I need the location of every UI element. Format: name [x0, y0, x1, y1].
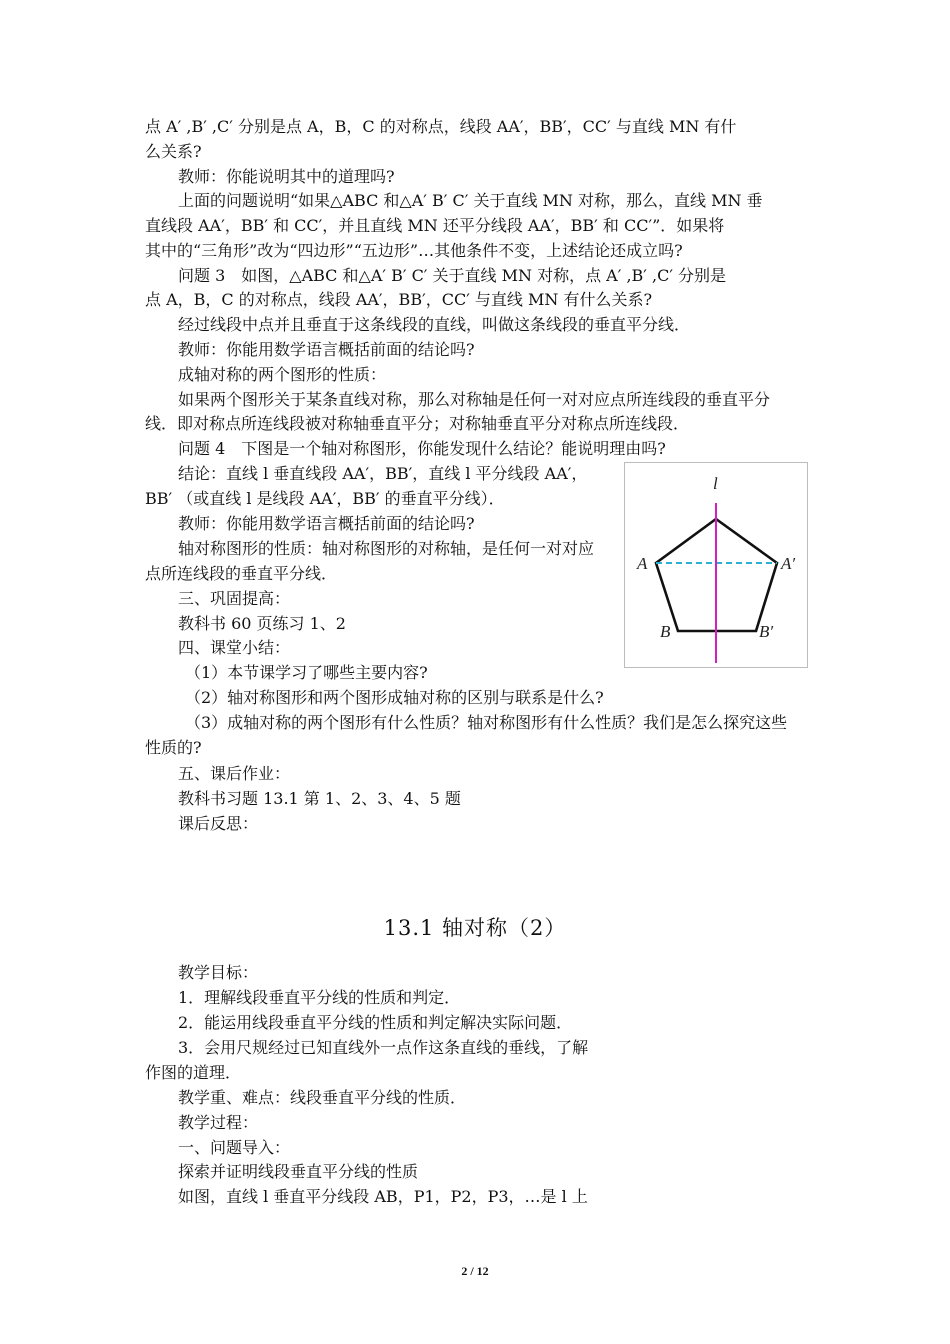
pentagon-figure — [624, 462, 808, 668]
text-line: 其中的“三角形”改为“四边形”“五边形”…其他条件不变，上述结论还成立吗? — [145, 241, 683, 260]
text-line: 五、课后作业： — [178, 764, 291, 783]
text-line: 三、巩固提高： — [178, 589, 291, 608]
text-line: 性质的? — [145, 738, 202, 757]
text-line: （1）本节课学习了哪些主要内容? — [185, 663, 428, 682]
text-line: 么关系? — [145, 142, 202, 161]
text-line: 教学过程： — [178, 1113, 259, 1132]
vertex-label-b: B — [660, 622, 671, 641]
axis-label: l — [713, 474, 718, 493]
text-line: 经过线段中点并且垂直于这条线段的直线，叫做这条线段的垂直平分线． — [178, 315, 691, 334]
text-line: （3）成轴对称的两个图形有什么性质？轴对称图形有什么性质？我们是怎么探究这些 — [185, 713, 788, 732]
text-line: 如果两个图形关于某条直线对称，那么对称轴是任何一对对应点所连线段的垂直平分 — [178, 390, 771, 409]
pentagon-diagram — [625, 463, 807, 667]
text-line: 成轴对称的两个图形的性质： — [178, 365, 387, 384]
text-line: 点所连线段的垂直平分线． — [145, 564, 338, 583]
text-line: 3．会用尺规经过已知直线外一点作这条直线的垂线，了解 — [178, 1038, 589, 1057]
page-number: 2 / 12 — [461, 1264, 489, 1278]
text-line: 2．能运用线段垂直平分线的性质和判定解决实际问题． — [178, 1013, 573, 1032]
text-line: 直线段 AA′，BB′ 和 CC′，并且直线 MN 还平分线段 AA′，BB′ 和 CC′”．如果将 — [145, 216, 725, 235]
text-line: BB′ （或直线 l 是线段 AA′，BB′ 的垂直平分线）． — [145, 489, 505, 508]
vertex-label-a: A — [637, 554, 648, 573]
vertex-label-b-prime: B′ — [759, 622, 774, 641]
text-line: 四、课堂小结： — [178, 638, 291, 657]
text-line: 教科书习题 13.1 第 1、2、3、4、5 题 — [178, 789, 461, 808]
section-title: 13.1 轴对称（2） — [383, 916, 567, 940]
text-line: 教科书 60 页练习 1、2 — [178, 614, 346, 633]
text-line: 上面的问题说明“如果△ABC 和△A′ B′ C′ 关于直线 MN 对称，那么，直线 MN 垂 — [178, 191, 763, 210]
text-line: 探索并证明线段垂直平分线的性质 — [178, 1162, 419, 1181]
text-line: 作图的道理． — [145, 1063, 242, 1082]
text-line: 点 A′ ,B′ ,C′ 分别是点 A，B，C 的对称点，线段 AA′，BB′，CC′ 与直线 MN 有什 — [145, 117, 737, 136]
text-line: 结论：直线 l 垂直线段 AA′，BB′，直线 l 平分线段 AA′， — [178, 464, 588, 483]
text-line: 点 A，B，C 的对称点，线段 AA′，BB′，CC′ 与直线 MN 有什么关系? — [145, 290, 653, 309]
text-line: 一、问题导入： — [178, 1138, 291, 1157]
text-line: 1．理解线段垂直平分线的性质和判定． — [178, 988, 461, 1007]
text-line: 如图，直线 l 垂直平分线段 AB，P1，P2，P3，…是 l 上 — [178, 1187, 588, 1206]
text-line: 问题 3 如图，△ABC 和△A′ B′ C′ 关于直线 MN 对称，点 A′ ,B′ ,C′ 分别是 — [178, 266, 727, 285]
text-line: 教学目标： — [178, 963, 259, 982]
text-line: 教学重、难点：线段垂直平分线的性质． — [178, 1088, 467, 1107]
text-line: 问题 4 下图是一个轴对称图形，你能发现什么结论？能说明理由吗? — [178, 439, 666, 458]
text-line: 教师：你能说明其中的道理吗? — [178, 167, 395, 186]
text-line: 教师：你能用数学语言概括前面的结论吗? — [178, 514, 475, 533]
text-line: 教师：你能用数学语言概括前面的结论吗? — [178, 340, 475, 359]
text-line: （2）轴对称图形和两个图形成轴对称的区别与联系是什么? — [185, 688, 604, 707]
text-line: 课后反思： — [178, 814, 259, 833]
vertex-label-a-prime: A′ — [781, 554, 796, 573]
text-line: 轴对称图形的性质：轴对称图形的对称轴，是任何一对对应 — [178, 539, 595, 558]
text-line: 线．即对称点所连线段被对称轴垂直平分；对称轴垂直平分对称点所连线段． — [145, 414, 690, 433]
